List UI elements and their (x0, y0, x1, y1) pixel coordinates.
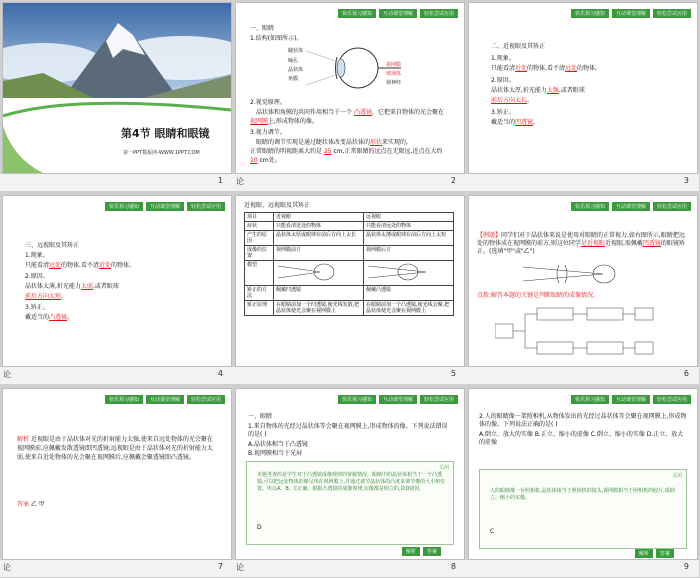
slide-footer (233, 367, 466, 384)
line: 1.现象。 (25, 252, 49, 259)
line: 3.矫正。 (25, 304, 49, 311)
nav-classroom[interactable]: 互动课堂理解 (146, 202, 184, 211)
nav-classroom[interactable]: 互动课堂理解 (612, 9, 650, 18)
slide-thumb-4[interactable] (0, 193, 233, 385)
tag-buttons (402, 547, 441, 556)
table-cell: 视网膜后方 (364, 246, 454, 261)
slide-thumb-8[interactable] (233, 386, 466, 578)
slide-title: 第4节 眼睛和眼镜 (121, 127, 210, 140)
slide-footer (0, 174, 233, 191)
table-cell: 模型 (245, 261, 274, 286)
slide-footer (233, 560, 466, 577)
slide-number: 9 (683, 562, 689, 571)
question: 1.来自物体的光经过晶状体等会聚在视网膜上,形成物体的像。下列说法错误的是( ) (248, 423, 448, 438)
website-text: 第一PPT模板网-WWW.1PPT.COM (123, 150, 200, 156)
eye-label: 视神经 (386, 80, 402, 86)
slide-footer (233, 174, 466, 191)
table-cell: 在眼睛前加一个凸透镜,使光线会聚,把晶状体使光会聚在视网膜上 (364, 301, 454, 316)
slide-1-canvas (2, 2, 232, 174)
slide-thumb-2[interactable] (233, 0, 466, 192)
answer-text: C (490, 528, 495, 535)
table-cell: 佩戴凸透镜 (364, 286, 454, 301)
slide-number: 3 (683, 176, 689, 185)
nav-practice[interactable]: 轻松尝试应用 (653, 202, 691, 211)
table-cell: 晶状体太厚或眼球在前后方向上太长 (274, 231, 364, 246)
nav-buttons (105, 202, 225, 211)
table-header-row (245, 213, 454, 222)
line: 2.原因。 (491, 77, 515, 84)
heading: 三、远视眼及其矫正 (25, 242, 80, 249)
answer-tag[interactable]: 答案 (423, 547, 441, 556)
line: 3.视力调节。 (250, 129, 286, 136)
slide-thumb-5[interactable] (233, 193, 466, 385)
options: A.倒立、放大的实像 B.正立、缩小的虚像 C.倒立、缩小的实像 D.正立、放大的虚像 (479, 431, 684, 446)
slide-thumb-9[interactable] (466, 386, 699, 578)
myopia-model (276, 262, 346, 282)
line: 2.视觉原理。 (250, 99, 286, 106)
line: 戴适当的凹透镜。 (491, 119, 540, 126)
heading: 二、近视眼及其矫正 (491, 43, 546, 50)
slide-footer (466, 174, 699, 191)
nav-buttons (338, 9, 458, 18)
nav-preview[interactable]: 快乐预习感知 (105, 395, 143, 404)
answer-text: D (257, 524, 262, 531)
table-cell: 矫正的方法 (245, 286, 274, 301)
line: 眼睛的调节实现是通过睫状体改变晶状体的形状来实现的。 (256, 139, 413, 146)
explanation-text: 人的眼睛像一台照相机,晶状体相当于照相机的镜头,视网膜相当于照相机的胶片,成倒立、缩小的实像。 (490, 488, 675, 501)
comparison-table (244, 212, 454, 316)
slide-number: 8 (450, 562, 456, 571)
table-cell: 症状 (245, 222, 274, 231)
table-header-cell: 远视眼 (364, 213, 454, 222)
nav-practice[interactable]: 轻松尝试应用 (187, 202, 225, 211)
slide-thumb-1[interactable] (0, 0, 233, 192)
analysis-text: 解析 近视眼是由于晶状体对光的折射能力太强,使来自远处物体的光会聚在视网膜前,应佩戴发散透镜即凹透镜;远视眼是由于晶状体对光的折射能力太弱,使来自近处物体的光会聚在视网膜后,应佩戴会聚透镜即凸透镜。 (17, 436, 213, 461)
nav-buttons (338, 395, 458, 404)
slide-number: 6 (683, 369, 689, 378)
answer-tag[interactable]: 答案 (656, 549, 674, 558)
nav-buttons (105, 395, 225, 404)
slide-number: 7 (217, 562, 223, 571)
table-cell: 成像的位置 (245, 246, 274, 261)
nav-classroom[interactable]: 互动课堂理解 (146, 395, 184, 404)
nav-preview[interactable]: 快乐预习感知 (105, 202, 143, 211)
footer-note: 论 (236, 563, 244, 572)
slide-footer (0, 560, 233, 577)
line: 视网膜上,形成物体的像。 (250, 118, 318, 125)
nav-buttons (571, 395, 691, 404)
nav-practice[interactable]: 轻松尝试应用 (653, 9, 691, 18)
nav-buttons (571, 202, 691, 211)
line: 只能看清远处的物体,看不清近处的物体。 (25, 262, 135, 269)
nav-classroom[interactable]: 互动课堂理解 (612, 202, 650, 211)
nav-buttons (571, 9, 691, 18)
table-cell: 只能看清远处的物体 (364, 222, 454, 231)
line: 晶状体和角膜的共同作用相当于一个 凸透镜，它把来自物体的光会聚在 (256, 109, 444, 116)
mountain-image (3, 3, 231, 98)
example-text: 【例题】同学们对于晶状体来说是使用对眼睛的正常视力,如右图所示,眼睛把远处的物体成在视网膜的前方,则这位同学是近视眼近视眼,需佩戴凹透镜的眼镜矫正。(选填"甲"或"乙") (477, 232, 685, 255)
nav-preview[interactable]: 快乐预习感知 (571, 395, 609, 404)
slide-6-canvas (468, 195, 698, 367)
close-label[interactable]: 关闭 (671, 473, 682, 479)
eye-label: 睫状体 (288, 48, 304, 54)
analysis-tag[interactable]: 解析 (402, 547, 420, 556)
option: A.晶状体相当于凸透镜 (248, 441, 308, 448)
footer-note: 论 (236, 177, 244, 186)
nav-practice[interactable]: 轻松尝试应用 (420, 395, 458, 404)
slide-3-canvas (468, 2, 698, 174)
table-cell-model (364, 261, 454, 286)
question: 2.人的眼睛像一架照相机,从物体发出的光经过晶状体等会聚在视网膜上,形成物体的像。下列说法正确的是( ) (479, 413, 687, 428)
table-row (245, 261, 454, 286)
table-caption: 近视眼、远视眼及其矫正 (244, 202, 311, 209)
nav-preview[interactable]: 快乐预习感知 (338, 395, 376, 404)
nav-practice[interactable]: 轻松尝试应用 (187, 395, 225, 404)
nav-preview[interactable]: 快乐预习感知 (571, 202, 609, 211)
slide-thumb-3[interactable] (466, 0, 699, 192)
nav-preview[interactable]: 快乐预习感知 (338, 9, 376, 18)
table-row (245, 301, 454, 316)
option: B.视网膜相当于光屏 (248, 450, 303, 457)
line: 前后方向太长。 (491, 97, 534, 104)
slide-thumb-7[interactable] (0, 386, 233, 578)
table-row (245, 222, 454, 231)
explanation-box (246, 461, 454, 545)
line: 10 cm处。 (250, 157, 281, 164)
slide-number: 4 (217, 369, 223, 378)
table-cell: 只能看清近处的物体 (274, 222, 364, 231)
table-header-cell: 项目 (245, 213, 274, 222)
slide-number: 1 (217, 176, 223, 185)
explanation-box (479, 469, 687, 549)
slide-9-canvas (468, 388, 698, 560)
slide-footer (466, 560, 699, 577)
answer-line: 答案 乙 甲 (17, 501, 45, 508)
eye-label: 晶状体 (288, 67, 304, 73)
table-row (245, 286, 454, 301)
line: 正常眼睛的明视距离大约是 25 cm,正常眼睛的远点在无限远,近点在大约 (250, 148, 443, 155)
slide-footer (466, 367, 699, 384)
eye-label: 角膜 (288, 76, 299, 82)
eye-label: 视网膜 (386, 62, 402, 68)
table-cell: 晶状体太薄或眼球在前后方向上太短 (364, 231, 454, 246)
slide-2-canvas (235, 2, 465, 174)
table-row (245, 231, 454, 246)
method-text: 点拨:解答本题的关键是判断眼睛的成像情况。 (477, 292, 600, 299)
hyperopia-model (366, 262, 436, 282)
slide-8-canvas (235, 388, 465, 560)
table-cell: 在眼睛前加一个凹透镜,使光线发散,把晶状体使光会聚在视网膜上 (274, 301, 364, 316)
slide-number: 5 (450, 369, 456, 378)
line: 晶状体太厚,折光能力太强,或者眼球 (491, 87, 585, 94)
table-header-cell: 近视眼 (274, 213, 364, 222)
eye-label: 玻璃体 (386, 71, 402, 77)
nav-classroom[interactable]: 互动课堂理解 (379, 395, 417, 404)
table-cell-model (274, 261, 364, 286)
slide-footer (0, 367, 233, 384)
analysis-tag[interactable]: 解析 (635, 549, 653, 558)
line: 1.结构(如图所示)。 (250, 35, 303, 42)
slide-4-canvas (2, 195, 232, 367)
footer-note: 论 (3, 370, 11, 379)
nav-practice[interactable]: 轻松尝试应用 (420, 9, 458, 18)
table-cell: 矫正原理 (245, 301, 274, 316)
eye-label: 瞳孔 (288, 58, 299, 64)
heading: 一、眼睛 (250, 25, 275, 32)
table-cell: 产生的原因 (245, 231, 274, 246)
line: 1.现象。 (491, 55, 515, 62)
close-label[interactable]: 关闭 (438, 465, 449, 471)
footer-note: 论 (3, 563, 11, 572)
nav-classroom[interactable]: 互动课堂理解 (612, 395, 650, 404)
heading: 一、眼睛 (248, 413, 273, 420)
line: 戴适当的凸透镜。 (25, 314, 74, 321)
lens-diagram (519, 262, 639, 286)
line: 晶状体太薄,折光能力太弱,或者眼球 (25, 283, 119, 290)
table-cell: 佩戴凹透镜 (274, 286, 364, 301)
slide-number: 2 (450, 176, 456, 185)
nav-practice[interactable]: 轻松尝试应用 (653, 395, 691, 404)
explanation-text: 本题考查的是学生对于凸透镜成像规律的掌握情况。眼睛中的晶状体相当于一个凸透镜,可以把远处物体的像呈现在视网膜上,并通过调节晶状体的凸度来调节像的大小和位置。所以A、B、C正确。根据凸透镜的成像规律,实像都是倒立的,故D错误。 (257, 472, 446, 492)
table-cell: 视网膜前方 (274, 246, 364, 261)
nav-preview[interactable]: 快乐预习感知 (571, 9, 609, 18)
line: 前后方向太短。 (25, 293, 68, 300)
tag-buttons (635, 549, 674, 558)
line: 2.原因。 (25, 273, 49, 280)
slide-7-canvas (2, 388, 232, 560)
line: 只能看清近处的物体,看不清远处的物体。 (491, 65, 601, 72)
slide-5-canvas (235, 195, 465, 367)
flow-diagram (495, 306, 655, 356)
table-row (245, 246, 454, 261)
nav-classroom[interactable]: 互动课堂理解 (379, 9, 417, 18)
slide-thumb-6[interactable] (466, 193, 699, 385)
line: 3.矫正。 (491, 109, 515, 116)
